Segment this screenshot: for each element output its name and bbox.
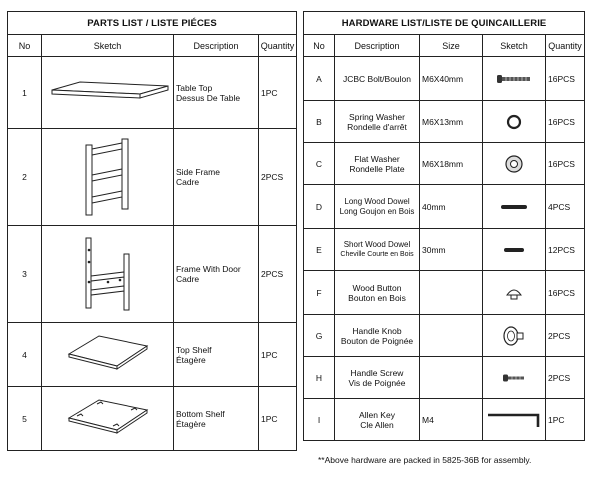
hardware-quantity: 2PCS bbox=[546, 315, 585, 357]
parts-header-sketch: Sketch bbox=[42, 35, 174, 57]
flat-washer-icon bbox=[483, 143, 546, 185]
table-row bbox=[304, 57, 585, 101]
side-frame-sketch bbox=[42, 129, 174, 226]
part-description: Side Frame Cadre bbox=[174, 129, 259, 226]
top-shelf-sketch bbox=[42, 323, 174, 387]
hardware-no: D bbox=[304, 185, 335, 229]
hardware-size: 30mm bbox=[420, 229, 483, 271]
hardware-list-title: HARDWARE LIST/LISTE DE QUINCAILLERIE bbox=[304, 12, 585, 35]
hardware-list-table bbox=[303, 11, 585, 441]
hardware-no: H bbox=[304, 357, 335, 399]
hardware-description: Allen Key Cle Allen bbox=[335, 399, 420, 441]
hardware-no: I bbox=[304, 399, 335, 441]
hardware-description: Spring Washer Rondelle d'arrêt bbox=[335, 101, 420, 143]
bottom-shelf-sketch bbox=[42, 387, 174, 451]
hardware-description: Handle Knob Bouton de Poignée bbox=[335, 315, 420, 357]
handle-knob-icon bbox=[483, 315, 546, 357]
hardware-header-sketch: Sketch bbox=[483, 35, 546, 57]
hardware-size: M6X13mm bbox=[420, 101, 483, 143]
hardware-size bbox=[420, 271, 483, 315]
hardware-quantity: 16PCS bbox=[546, 57, 585, 101]
frame-with-door-sketch bbox=[42, 226, 174, 323]
parts-header-no: No bbox=[8, 35, 42, 57]
part-quantity: 1PC bbox=[259, 57, 297, 129]
parts-header-description: Description bbox=[174, 35, 259, 57]
hardware-size: M4 bbox=[420, 399, 483, 441]
table-row bbox=[304, 271, 585, 315]
hardware-description: Handle Screw Vis de Poignée bbox=[335, 357, 420, 399]
part-description: Table Top Dessus De Table bbox=[174, 57, 259, 129]
hardware-no: C bbox=[304, 143, 335, 185]
part-quantity: 2PCS bbox=[259, 226, 297, 323]
hardware-size: M6X18mm bbox=[420, 143, 483, 185]
hardware-quantity: 1PC bbox=[546, 399, 585, 441]
parts-list-title: PARTS LIST / LISTE PIÉCES bbox=[8, 12, 297, 35]
hardware-description: Wood Button Bouton en Bois bbox=[335, 271, 420, 315]
wood-button-icon bbox=[483, 271, 546, 315]
table-row bbox=[304, 229, 585, 271]
hardware-header-quantity: Quantity bbox=[546, 35, 585, 57]
table-row bbox=[8, 387, 297, 451]
part-description: Frame With Door Cadre bbox=[174, 226, 259, 323]
part-quantity: 1PC bbox=[259, 387, 297, 451]
table-row bbox=[8, 57, 297, 129]
hardware-no: G bbox=[304, 315, 335, 357]
hardware-quantity: 12PCS bbox=[546, 229, 585, 271]
hardware-size: M6X40mm bbox=[420, 57, 483, 101]
hardware-description: Long Wood Dowel Long Goujon en Bois bbox=[335, 185, 420, 229]
hardware-quantity: 4PCS bbox=[546, 185, 585, 229]
spring-washer-icon bbox=[483, 101, 546, 143]
hardware-no: E bbox=[304, 229, 335, 271]
table-row bbox=[304, 357, 585, 399]
hardware-quantity: 16PCS bbox=[546, 271, 585, 315]
part-no: 1 bbox=[8, 57, 42, 129]
hardware-quantity: 16PCS bbox=[546, 101, 585, 143]
hardware-quantity: 16PCS bbox=[546, 143, 585, 185]
part-no: 2 bbox=[8, 129, 42, 226]
table-top-sketch bbox=[42, 57, 174, 129]
parts-list-table bbox=[7, 11, 297, 451]
hardware-description: JCBC Bolt/Boulon bbox=[335, 57, 420, 101]
hardware-header-description: Description bbox=[335, 35, 420, 57]
table-row bbox=[304, 315, 585, 357]
hardware-no: B bbox=[304, 101, 335, 143]
part-quantity: 1PC bbox=[259, 323, 297, 387]
part-description: Top Shelf Étagère bbox=[174, 323, 259, 387]
table-row bbox=[8, 323, 297, 387]
part-quantity: 2PCS bbox=[259, 129, 297, 226]
hardware-description: Short Wood Dowel Cheville Courte en Bois bbox=[335, 229, 420, 271]
allen-key-icon bbox=[483, 399, 546, 441]
table-row bbox=[304, 399, 585, 441]
hardware-size bbox=[420, 315, 483, 357]
table-row bbox=[304, 143, 585, 185]
hardware-size: 40mm bbox=[420, 185, 483, 229]
bolt-icon bbox=[483, 57, 546, 101]
hardware-quantity: 2PCS bbox=[546, 357, 585, 399]
part-no: 4 bbox=[8, 323, 42, 387]
hardware-header-size: Size bbox=[420, 35, 483, 57]
table-row bbox=[8, 226, 297, 323]
handle-screw-icon bbox=[483, 357, 546, 399]
hardware-header-no: No bbox=[304, 35, 335, 57]
hardware-size bbox=[420, 357, 483, 399]
long-dowel-icon bbox=[483, 185, 546, 229]
hardware-note: **Above hardware are packed in 5825-36B for assembly. bbox=[318, 455, 532, 465]
hardware-no: A bbox=[304, 57, 335, 101]
table-row bbox=[304, 185, 585, 229]
part-no: 3 bbox=[8, 226, 42, 323]
parts-header-quantity: Quantity bbox=[259, 35, 297, 57]
part-no: 5 bbox=[8, 387, 42, 451]
table-row bbox=[8, 129, 297, 226]
hardware-no: F bbox=[304, 271, 335, 315]
hardware-description: Flat Washer Rondelle Plate bbox=[335, 143, 420, 185]
part-description: Bottom Shelf Étagère bbox=[174, 387, 259, 451]
table-row bbox=[304, 101, 585, 143]
short-dowel-icon bbox=[483, 229, 546, 271]
